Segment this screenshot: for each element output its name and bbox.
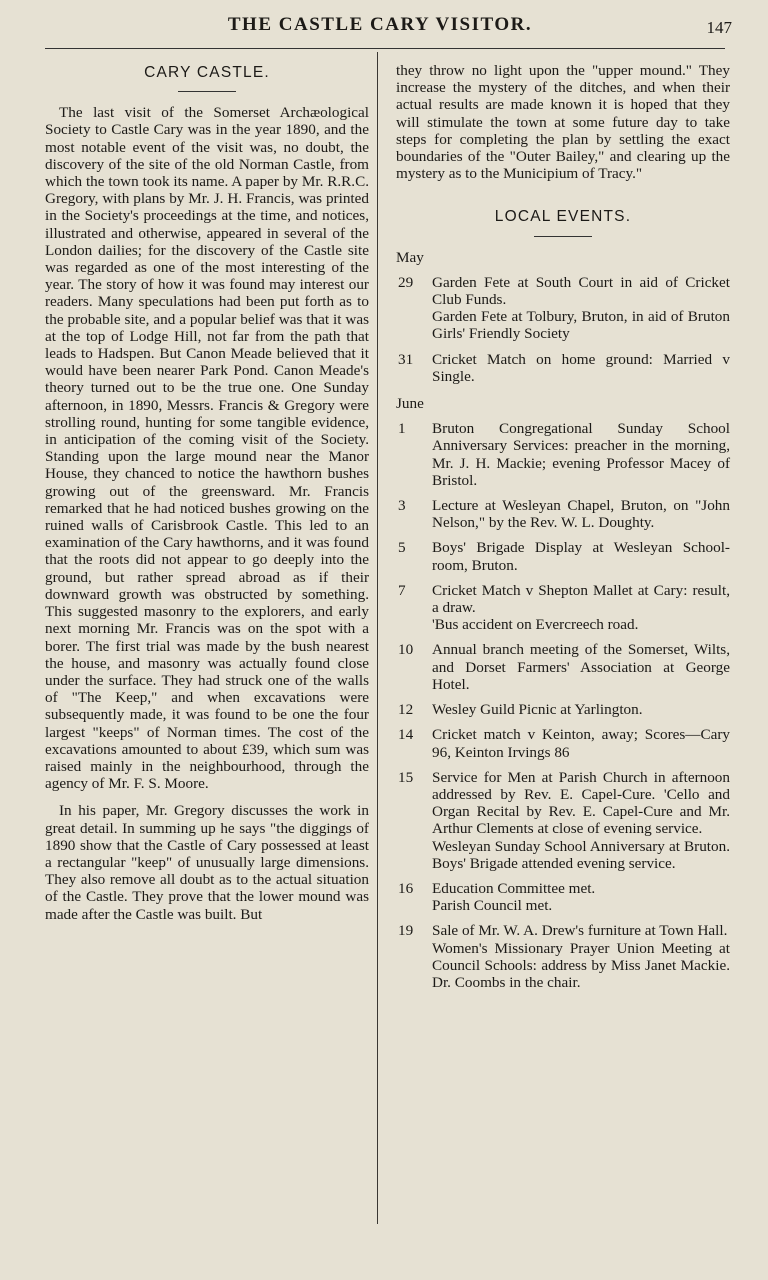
event-day: 12	[398, 701, 414, 719]
event-day: 15	[398, 768, 414, 786]
month-heading-may: May	[396, 248, 424, 266]
event-text: Garden Fete at Tolbury, Bruton, in aid of Bruton Girls' Friendly Society	[432, 308, 730, 343]
event-day: 7	[398, 581, 406, 599]
event-text: Wesleyan Sunday School Anniversary at Bruton. Boys' Brigade attended evening service.	[432, 837, 730, 872]
event-text: Education Committee met.	[432, 879, 596, 897]
page-number: 147	[706, 18, 732, 37]
event-text: Service for Men at Parish Church in afternoon addressed by Rev. E. Capel-Cure. 'Cello and Organ Recital by Rev. E. Capel-Cure and Mr. Arthur Clements at close of evening service.	[432, 768, 730, 838]
event-text: Boys' Brigade Display at Wesleyan School-room, Bruton.	[432, 539, 730, 574]
event-text: Parish Council met.	[432, 897, 553, 915]
event-item	[396, 641, 730, 693]
article-paragraph: In his paper, Mr. Gregory discusses the work in great detail. In summing up he says "the diggings of 1890 show that the Castle of Cary possessed at least a rectangular "keep" of unusually large dimensions. They also remove all doubt as to the actual situation of the Castle. They prove that the lower mound was made after the Castle was built. But	[45, 802, 369, 923]
running-head	[0, 12, 768, 42]
event-text: Cricket Match on home ground: Married v Single.	[432, 350, 730, 385]
event-text: Cricket match v Keinton, away; Scores—Cary 96, Keinton Irvings 86	[432, 726, 730, 761]
event-item	[396, 497, 730, 531]
article-title: CARY CASTLE.	[144, 64, 270, 81]
event-item	[396, 582, 730, 634]
event-text: Cricket Match v Shepton Mallet at Cary: result, a draw.	[432, 581, 730, 617]
header-rule	[45, 48, 725, 49]
event-day: 5	[398, 539, 406, 557]
event-day: 19	[398, 922, 414, 940]
title-rule	[178, 91, 236, 92]
event-day: 16	[398, 879, 414, 897]
event-item	[396, 274, 730, 343]
event-day: 10	[398, 641, 414, 659]
event-text: Sale of Mr. W. A. Drew's furniture at Town Hall.	[432, 922, 728, 940]
event-item	[396, 726, 730, 760]
right-column	[396, 62, 730, 999]
event-text: Annual branch meeting of the Somerset, Wilts, and Dorset Farmers' Association at George Hotel.	[432, 641, 730, 693]
event-day: 31	[398, 350, 414, 368]
local-events-title: LOCAL EVENTS.	[494, 208, 632, 226]
column-divider	[377, 52, 378, 1224]
event-item	[396, 351, 730, 385]
article-continuation: they throw no light upon the "upper mound." They increase the mystery of the ditches, and when their actual results are made known it is hoped that they will stimulate the town at some future day to take steps for completing the plan by settling the exact boundaries of the "Outer Bailey," and clearing up the mystery as to the Municipium of Tracy."	[396, 62, 730, 183]
event-text: Bruton Congregational Sunday School Anniversary Services: preacher in the morning, Mr. J. H. Mackie; evening Professor Macey of Bristol.	[432, 420, 730, 489]
event-item	[396, 769, 730, 872]
event-item	[396, 701, 730, 718]
event-item	[396, 922, 730, 991]
event-item	[396, 420, 730, 489]
event-text: 'Bus accident on Evercreech road.	[432, 616, 639, 634]
event-text: Women's Missionary Prayer Union Meeting at Council Schools: address by Miss Janet Mackie. Dr. Coombs in the chair.	[432, 939, 730, 991]
event-item	[396, 539, 730, 573]
event-text: Garden Fete at South Court in aid of Cricket Club Funds.	[432, 273, 730, 309]
event-text: Wesley Guild Picnic at Yarlington.	[432, 701, 643, 719]
event-item	[396, 880, 730, 914]
local-events-rule	[534, 236, 592, 237]
event-day: 29	[398, 273, 414, 291]
event-text: Lecture at Wesleyan Chapel, Bruton, on "John Nelson," by the Rev. W. L. Doughty.	[432, 497, 730, 532]
month-heading-june: June	[396, 395, 424, 413]
article-paragraph: The last visit of the Somerset Archæological Society to Castle Cary was in the year 1890, and the most notable event of the visit was, no doubt, the discovery of the site of the old Norman Castle, from which the town took its name. A paper by Mr. R.R.C. Gregory, with plans by Mr. J. H. Francis, was printed in the Society's proceedings at the time, and notices, illustrated and otherwise, appeared in several of the London dailies; for the discovery of the Castle site was regarded as one of the most interesting of the year. The story of how it was found may interest our readers. Many speculations had been put forth as to the probable site, and a popular belief was that it was at the top of Lodge Hill, not far from the path that leads to Hadspen. But Canon Meade believed that it would have been nearer Park Pond. Canon Meade's theory turned out to be the true one. One Sunday afternoon, in 1890, Messrs. Francis & Gregory were strolling round, hunting for some tangible evidence, in anticipation of the coming visit of the Society. Standing upon the large mound near the Manor House, they chanced to notice the hawthorn bushes growing out of the greensward. Mr. Francis remarked that he had noticed bushes growing on the ruined walls of Carisbrook Castle. This led to an examination of the Cary hawthorns, and it was found that the roots did not appear to go deeply into the ground, but rather spread abroad as if their downward growth was obstructed by something. This suggested masonry to the explorers, and early next morning Mr. Francis was on the spot with a borer. The first trial was made by the bush nearest the house, and masonry was actually found close under the surface. They had struck one of the walls of "The Keep," and when excavations were subsequently made, it was found to be one the four largest "keeps" of Norman times. The cost of the excavations amounted to about £39, which sum was raised mainly in the neighbourhood, through the agency of Mr. F. S. Moore.	[45, 104, 369, 793]
publication-title: THE CASTLE CARY VISITOR.	[227, 14, 533, 35]
event-day: 1	[398, 420, 406, 438]
event-day: 14	[398, 726, 414, 744]
left-column	[45, 62, 369, 923]
event-day: 3	[398, 497, 406, 515]
